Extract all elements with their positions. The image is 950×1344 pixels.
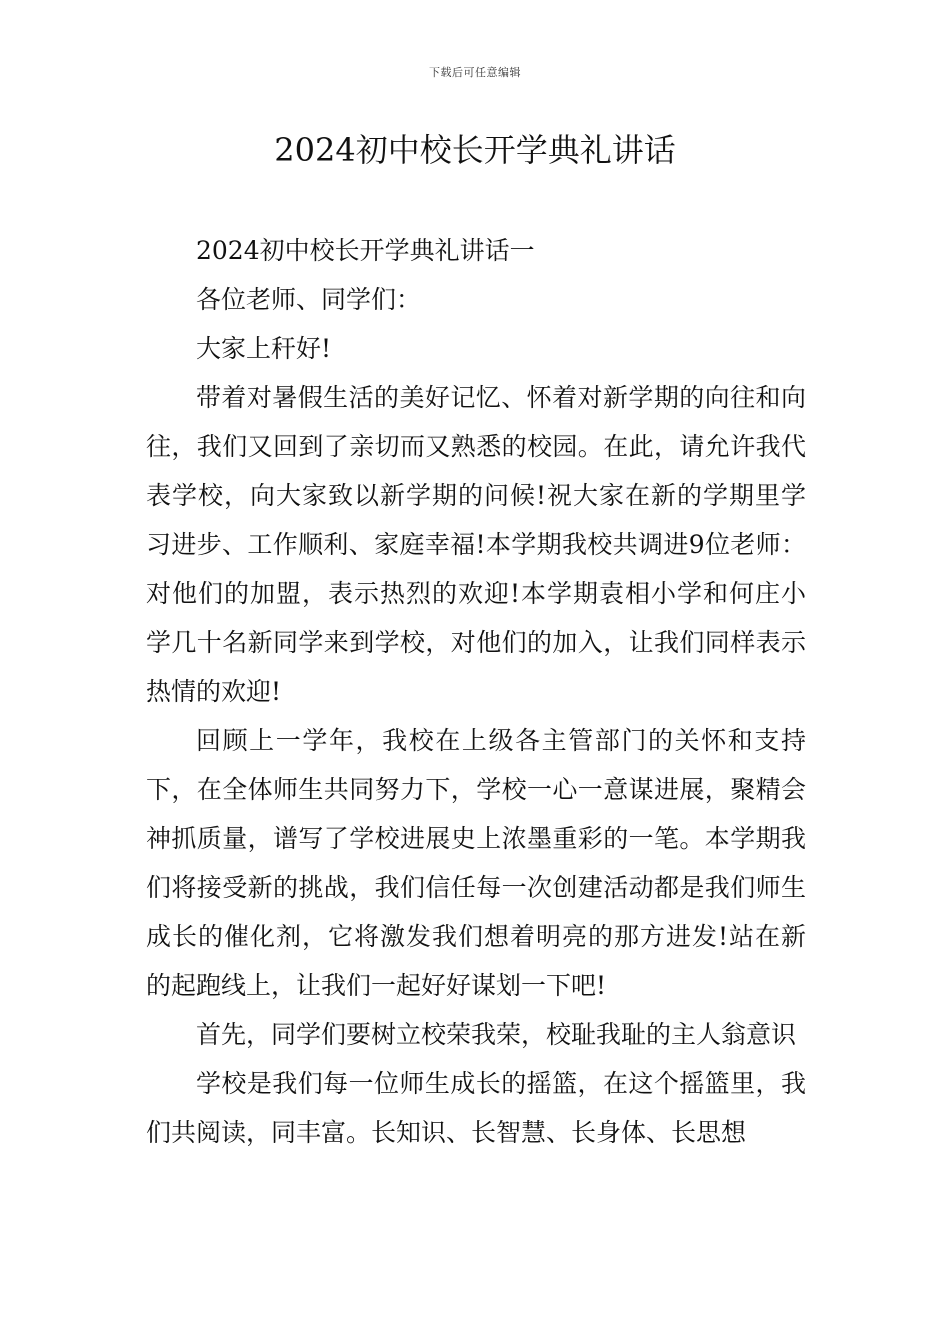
document-title: 2024初中校长开学典礼讲话 — [274, 131, 676, 169]
paragraph: 回顾上一学年，我校在上级各主管部门的关怀和支持下，在全体师生共同努力下，学校一心一意谋进展，聚精会神抓质量，谱写了学校进展史上浓墨重彩的一笔。本学期我们将接受新的挑战，我们信任每一次创建活动都是我们师生成长的催化剂，它将激发我们想着明亮的那方进发!站在新的起跑线上，让我们一起好好谋划一下吧! — [146, 726, 806, 1000]
header-note: 下载后可任意编辑 — [429, 66, 521, 79]
document-body — [146, 226, 806, 1157]
speech-heading: 2024初中校长开学典礼讲话一 — [196, 236, 535, 265]
greeting: 大家上秆好! — [196, 334, 332, 363]
paragraph: 首先，同学们要树立校荣我荣，校耻我耻的主人翁意识 — [196, 1020, 797, 1049]
paragraph: 带着对暑假生活的美好记忆、怀着对新学期的向往和向往，我们又回到了亲切而又熟悉的校园。在此，请允许我代表学校，向大家致以新学期的问候!祝大家在新的学期里学习进步、工作顺利、家庭幸福!本学期我校共调进9位老师：对他们的加盟，表示热烈的欢迎!本学期袁相小学和何庄小学几十名新同学来到学校，对他们的加入，让我们同样表示热情的欢迎! — [146, 383, 806, 706]
paragraph: 学校是我们每一位师生成长的摇篮，在这个摇篮里，我们共阅读，同丰富。长知识、长智慧、长身体、长思想 — [146, 1069, 806, 1147]
salutation: 各位老师、同学们： — [196, 285, 422, 314]
